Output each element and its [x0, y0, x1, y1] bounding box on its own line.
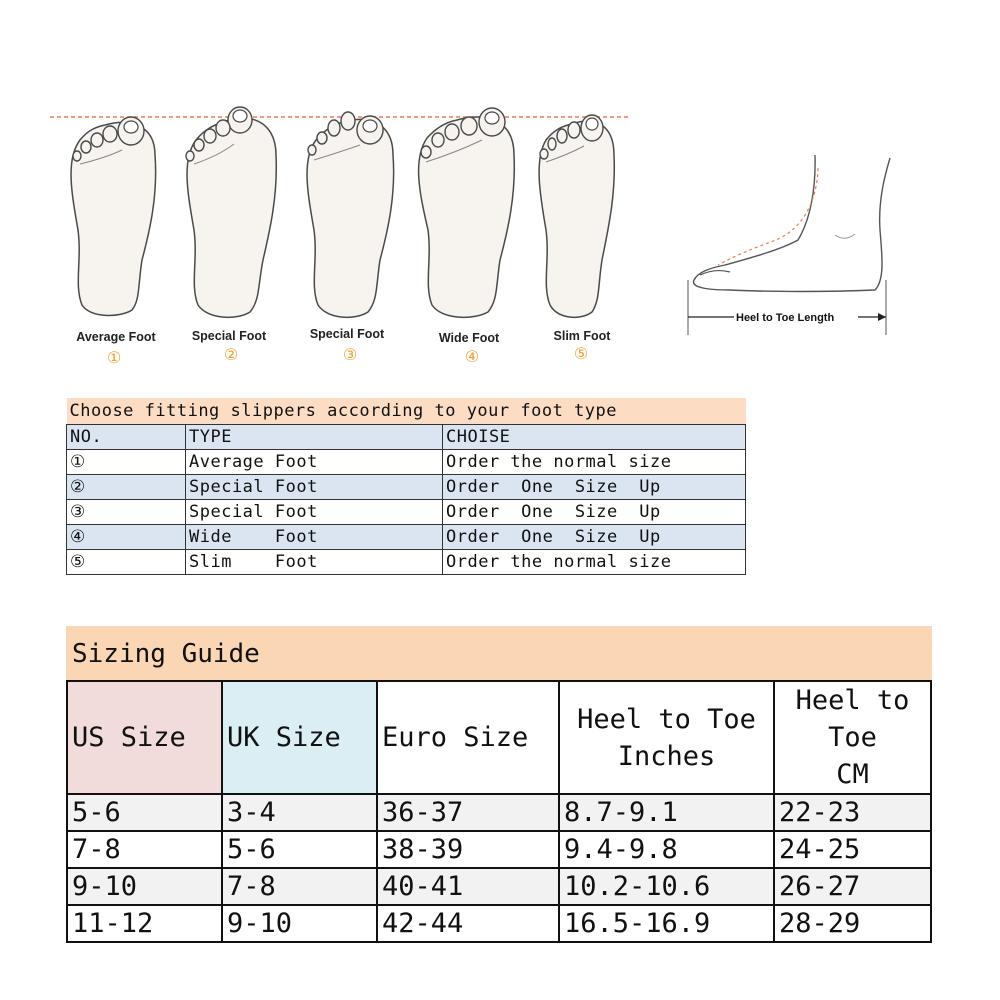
heel-to-toe-diagram — [680, 150, 895, 345]
foot-type-fitting-table — [66, 398, 746, 575]
header-us-size: US Size — [67, 681, 222, 794]
heel-to-toe-label: Heel to Toe Length — [736, 312, 835, 324]
fitting-header-no: NO. — [67, 425, 186, 450]
size-cell: 9-10 — [222, 905, 377, 942]
fitting-header-type: TYPE — [186, 425, 443, 450]
sizing-guide-table — [66, 680, 932, 943]
size-cell: 36-37 — [377, 794, 559, 831]
foot-number-1: ① — [106, 348, 122, 367]
size-cell: 10.2-10.6 — [559, 868, 774, 905]
size-cell: 9-10 — [67, 868, 222, 905]
header-heel-toe-inches-line1: Heel to Toe — [577, 703, 756, 735]
header-heel-toe-cm-line2: CM — [836, 759, 869, 790]
foot-label-2: Special Foot — [191, 329, 267, 343]
foot-wide-icon — [419, 108, 515, 317]
size-cell: 42-44 — [377, 905, 559, 942]
size-cell: 8.7-9.1 — [559, 794, 774, 831]
foot-special-2-icon — [307, 112, 394, 317]
table-row — [67, 450, 746, 475]
foot-average-icon — [71, 117, 156, 315]
size-cell: 5-6 — [67, 794, 222, 831]
table-row — [67, 905, 931, 942]
fitting-cell: ⑤ — [67, 550, 186, 575]
foot-label-5: Slim Foot — [553, 329, 611, 343]
size-cell: 7-8 — [222, 868, 377, 905]
size-cell: 16.5-16.9 — [559, 905, 774, 942]
foot-special-1-icon — [186, 107, 276, 317]
sizing-guide-title: Sizing Guide — [66, 626, 932, 680]
table-row — [67, 831, 931, 868]
foot-types-illustration — [40, 100, 640, 380]
header-heel-toe-cm — [774, 681, 931, 794]
fitting-cell: Order the normal size — [443, 450, 746, 475]
header-heel-toe-cm-line1: Heel to Toe — [795, 685, 910, 753]
foot-number-2: ② — [223, 345, 239, 364]
fitting-cell: Order One Size Up — [443, 475, 746, 500]
table-row — [67, 525, 746, 550]
fitting-cell: Slim Foot — [186, 550, 443, 575]
size-cell: 11-12 — [67, 905, 222, 942]
table-row — [67, 550, 746, 575]
foot-label-1: Average Foot — [76, 330, 156, 344]
size-cell: 28-29 — [774, 905, 931, 942]
size-cell: 40-41 — [377, 868, 559, 905]
fitting-cell: Order One Size Up — [443, 500, 746, 525]
foot-number-4: ④ — [464, 347, 480, 366]
fitting-cell: Average Foot — [186, 450, 443, 475]
header-euro-size: Euro Size — [377, 681, 559, 794]
table-row — [67, 794, 931, 831]
table-row — [67, 868, 931, 905]
size-cell: 9.4-9.8 — [559, 831, 774, 868]
foot-number-5: ⑤ — [573, 344, 589, 363]
size-cell: 38-39 — [377, 831, 559, 868]
fitting-cell: Wide Foot — [186, 525, 443, 550]
header-uk-size: UK Size — [222, 681, 377, 794]
size-cell: 26-27 — [774, 868, 931, 905]
foot-label-4: Wide Foot — [438, 331, 500, 345]
size-cell: 5-6 — [222, 831, 377, 868]
fitting-header-choise: CHOISE — [443, 425, 746, 450]
fitting-cell: ① — [67, 450, 186, 475]
fitting-cell: Order the normal size — [443, 550, 746, 575]
size-cell: 24-25 — [774, 831, 931, 868]
fitting-table-title: Choose fitting slippers according to your foot type — [67, 398, 746, 425]
table-row — [67, 475, 746, 500]
header-heel-toe-inches — [559, 681, 774, 794]
fitting-cell: Special Foot — [186, 500, 443, 525]
size-cell: 7-8 — [67, 831, 222, 868]
fitting-cell: ② — [67, 475, 186, 500]
foot-label-3: Special Foot — [309, 327, 385, 341]
fitting-cell: ③ — [67, 500, 186, 525]
header-heel-toe-inches-line2: Inches — [617, 740, 716, 772]
fitting-cell: Order One Size Up — [443, 525, 746, 550]
size-cell: 22-23 — [774, 794, 931, 831]
fitting-cell: Special Foot — [186, 475, 443, 500]
foot-slim-icon — [539, 115, 614, 317]
table-row — [67, 500, 746, 525]
foot-number-3: ③ — [342, 345, 358, 364]
fitting-cell: ④ — [67, 525, 186, 550]
size-cell: 3-4 — [222, 794, 377, 831]
